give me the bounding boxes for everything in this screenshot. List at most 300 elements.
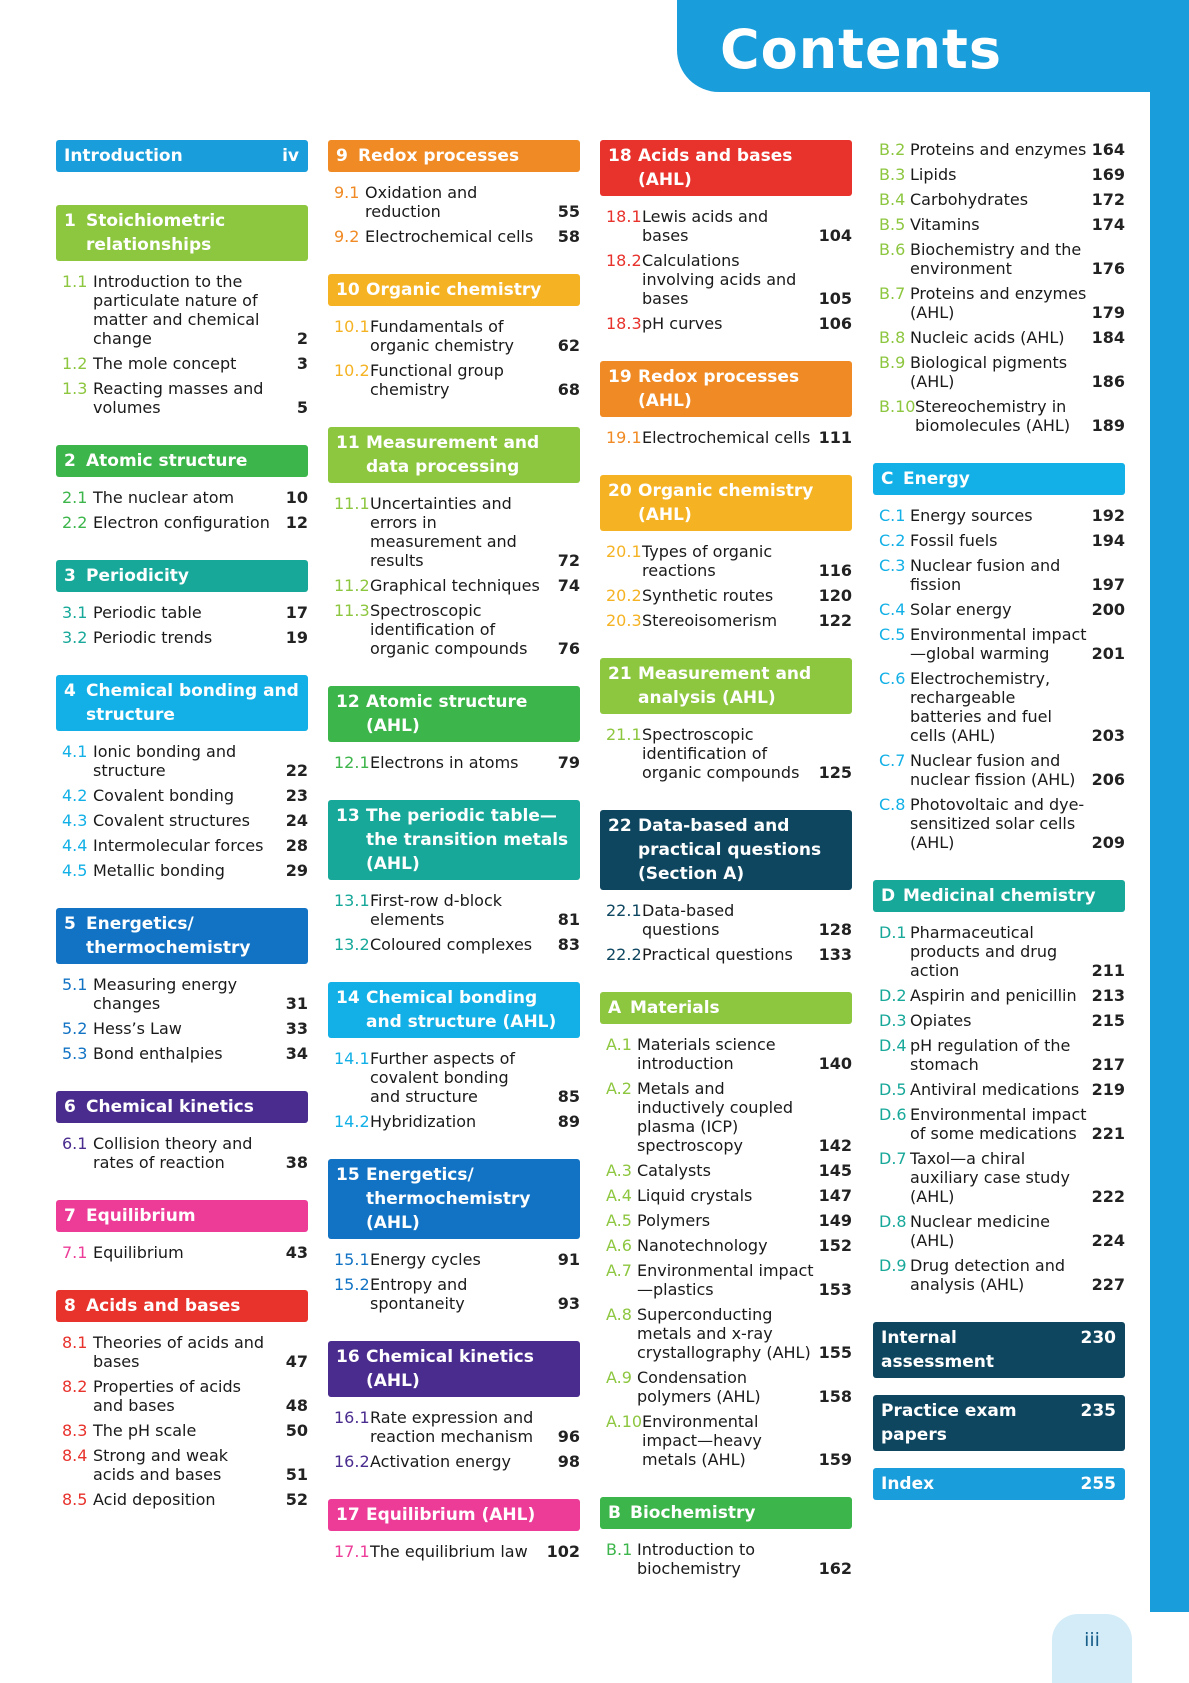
entry-title: Condensation polymers (AHL) bbox=[637, 1368, 761, 1406]
section-number: 3 bbox=[64, 566, 76, 586]
entry-number: C.8 bbox=[879, 795, 906, 814]
entry-number: 8.5 bbox=[62, 1490, 88, 1509]
section-title: Practice exam papers bbox=[881, 1401, 1017, 1445]
section-title: Medicinal chemistry bbox=[903, 886, 1096, 906]
entry-number: 1.1 bbox=[62, 272, 88, 291]
entry-number: A.3 bbox=[606, 1161, 632, 1180]
toc-section bbox=[328, 427, 580, 658]
section-gap bbox=[328, 1137, 580, 1159]
entry-number: A.9 bbox=[606, 1368, 632, 1387]
toc-entry bbox=[328, 227, 580, 246]
section-banner bbox=[56, 445, 308, 477]
toc-section bbox=[600, 810, 852, 964]
entry-title: Oxidation and reduction bbox=[365, 183, 478, 221]
entry-title: Nucleic acids (AHL) bbox=[910, 328, 1065, 347]
entry-number: B.4 bbox=[879, 190, 906, 209]
section-banner bbox=[328, 274, 580, 306]
entry-page: 51 bbox=[285, 1465, 308, 1484]
entry-number: 10.1 bbox=[334, 317, 370, 336]
entry-title: Ionic bonding and structure bbox=[93, 742, 237, 780]
entry-title: Fossil fuels bbox=[910, 531, 998, 550]
entry-title: Proteins and enzymes bbox=[910, 140, 1087, 159]
entry-number: 5.3 bbox=[62, 1044, 88, 1063]
toc-entry bbox=[873, 140, 1125, 159]
toc-entry bbox=[56, 603, 308, 622]
section-title: Organic chemistry bbox=[366, 280, 542, 300]
entry-title: pH regulation of the stomach bbox=[910, 1036, 1071, 1074]
toc-entry bbox=[600, 725, 852, 782]
entry-number: A.10 bbox=[606, 1412, 643, 1431]
entry-number: 4.2 bbox=[62, 786, 88, 805]
entry-number: 12.1 bbox=[334, 753, 370, 772]
section-title: Energetics/ thermochemistry bbox=[86, 914, 251, 958]
entry-title: Introduction to the particulate nature of matter and chemical change bbox=[93, 272, 260, 348]
entry-title: Metals and inductively coupled plasma (ICP) spectroscopy bbox=[637, 1079, 794, 1155]
toc-section bbox=[328, 1341, 580, 1471]
toc-entry bbox=[56, 488, 308, 507]
entry-page: 104 bbox=[818, 226, 852, 245]
entry-title: Carbohydrates bbox=[910, 190, 1029, 209]
entry-number: B.6 bbox=[879, 240, 906, 259]
section-number: 5 bbox=[64, 914, 76, 934]
entry-title: Electrochemical cells bbox=[642, 428, 811, 447]
entry-number: B.3 bbox=[879, 165, 906, 184]
toc-section bbox=[873, 140, 1125, 435]
section-banner bbox=[873, 880, 1125, 912]
toc-entry bbox=[56, 1490, 308, 1509]
entry-number: B.10 bbox=[879, 397, 916, 416]
page-number: iii bbox=[1084, 1629, 1100, 1651]
toc-entry bbox=[600, 1412, 852, 1469]
toc-entry bbox=[873, 923, 1125, 980]
section-number: 22 bbox=[608, 816, 632, 836]
entry-title: Environmental impact of some medications bbox=[910, 1105, 1087, 1143]
section-number: 1 bbox=[64, 211, 76, 231]
section-gap bbox=[328, 1319, 580, 1341]
entry-title: Uncertainties and errors in measurement and results bbox=[370, 494, 517, 570]
toc-section bbox=[328, 274, 580, 399]
toc-entry bbox=[873, 190, 1125, 209]
entry-title: The equilibrium law bbox=[370, 1542, 528, 1561]
entry-number: 8.4 bbox=[62, 1446, 88, 1465]
entry-page: 213 bbox=[1091, 986, 1125, 1005]
entry-page: 5 bbox=[296, 398, 308, 417]
entry-title: Liquid crystals bbox=[637, 1186, 753, 1205]
entry-title: Drug detection and analysis (AHL) bbox=[910, 1256, 1066, 1294]
toc-section bbox=[328, 1499, 580, 1561]
section-banner bbox=[328, 427, 580, 483]
section-number: D bbox=[881, 886, 896, 906]
entry-page: 68 bbox=[557, 380, 580, 399]
section-banner bbox=[328, 140, 580, 172]
side-color-strip bbox=[1150, 92, 1189, 1612]
entry-page: 43 bbox=[285, 1243, 308, 1262]
entry-title: Practical questions bbox=[642, 945, 793, 964]
entry-title: Antiviral medications bbox=[910, 1080, 1080, 1099]
toc-section bbox=[873, 1468, 1125, 1500]
entry-number: 7.1 bbox=[62, 1243, 88, 1262]
entry-number: 11.2 bbox=[334, 576, 370, 595]
entry-title: The mole concept bbox=[93, 354, 237, 373]
toc-entry bbox=[873, 397, 1125, 435]
toc-entry bbox=[873, 1212, 1125, 1250]
toc-section bbox=[600, 992, 852, 1469]
toc-entry bbox=[873, 986, 1125, 1005]
toc-section bbox=[328, 982, 580, 1131]
toc-entry bbox=[600, 1035, 852, 1073]
section-gap bbox=[600, 970, 852, 992]
section-banner bbox=[328, 1499, 580, 1531]
toc-section bbox=[56, 1290, 308, 1509]
toc-entry bbox=[328, 183, 580, 221]
section-banner bbox=[56, 908, 308, 964]
entry-number: A.5 bbox=[606, 1211, 632, 1230]
entry-page: 28 bbox=[285, 836, 308, 855]
entry-page: 2 bbox=[296, 329, 308, 348]
toc-entry bbox=[56, 1333, 308, 1371]
section-number: 16 bbox=[336, 1347, 360, 1367]
section-banner bbox=[56, 140, 308, 172]
entry-page: 201 bbox=[1091, 644, 1125, 663]
entry-title: Periodic trends bbox=[93, 628, 213, 647]
entry-title: Environmental impact—plastics bbox=[637, 1261, 814, 1299]
toc-entry bbox=[328, 1452, 580, 1471]
entry-page: 164 bbox=[1091, 140, 1125, 159]
entry-page: 31 bbox=[285, 994, 308, 1013]
section-gap bbox=[873, 1300, 1125, 1322]
entry-title: Intermolecular forces bbox=[93, 836, 264, 855]
section-gap bbox=[600, 788, 852, 810]
entry-title: Catalysts bbox=[637, 1161, 711, 1180]
toc-entry bbox=[600, 1186, 852, 1205]
toc-entry bbox=[56, 628, 308, 647]
toc-entry bbox=[328, 1542, 580, 1561]
toc-section bbox=[328, 140, 580, 246]
section-title: Chemical bonding and structure bbox=[86, 681, 299, 725]
toc-section bbox=[873, 463, 1125, 852]
entry-title: Properties of acids and bases bbox=[93, 1377, 241, 1415]
entry-number: 5.2 bbox=[62, 1019, 88, 1038]
toc-entry bbox=[873, 506, 1125, 525]
entry-page: 17 bbox=[285, 603, 308, 622]
entry-number: D.3 bbox=[879, 1011, 907, 1030]
section-gap bbox=[600, 453, 852, 475]
entry-number: B.7 bbox=[879, 284, 906, 303]
toc-section bbox=[600, 361, 852, 447]
section-title: Periodicity bbox=[86, 566, 189, 586]
entry-title: Calculations involving acids and bases bbox=[642, 251, 797, 308]
entry-number: 3.2 bbox=[62, 628, 88, 647]
section-banner bbox=[600, 992, 852, 1024]
toc-entry bbox=[600, 251, 852, 308]
entry-page: 29 bbox=[285, 861, 308, 880]
toc-column-4 bbox=[873, 140, 1125, 1511]
toc-section bbox=[56, 560, 308, 647]
toc-column-1 bbox=[56, 140, 308, 1515]
entry-title: Bond enthalpies bbox=[93, 1044, 223, 1063]
entry-page: 209 bbox=[1091, 833, 1125, 852]
entry-number: 15.1 bbox=[334, 1250, 370, 1269]
section-number: 19 bbox=[608, 367, 632, 387]
entry-page: 211 bbox=[1091, 961, 1125, 980]
toc-section bbox=[600, 140, 852, 333]
section-number: 6 bbox=[64, 1097, 76, 1117]
entry-number: 20.2 bbox=[606, 586, 642, 605]
entry-title: Periodic table bbox=[93, 603, 202, 622]
toc-entry bbox=[600, 1305, 852, 1362]
section-number: 15 bbox=[336, 1165, 360, 1185]
entry-number: 11.1 bbox=[334, 494, 370, 513]
entry-page: 142 bbox=[818, 1136, 852, 1155]
entry-title: Taxol—a chiral auxiliary case study (AHL) bbox=[910, 1149, 1070, 1206]
section-gap bbox=[328, 1477, 580, 1499]
section-gap bbox=[56, 653, 308, 675]
section-gap bbox=[56, 1268, 308, 1290]
section-title: Materials bbox=[630, 998, 720, 1018]
entry-page: 158 bbox=[818, 1387, 852, 1406]
section-title: Chemical kinetics bbox=[86, 1097, 254, 1117]
entry-number: 11.3 bbox=[334, 601, 370, 620]
entry-page: 153 bbox=[818, 1280, 852, 1299]
toc-section bbox=[328, 686, 580, 772]
entry-title: Activation energy bbox=[370, 1452, 511, 1471]
section-number: 11 bbox=[336, 433, 360, 453]
entry-number: 3.1 bbox=[62, 603, 88, 622]
entry-page: 147 bbox=[818, 1186, 852, 1205]
section-gap bbox=[56, 1069, 308, 1091]
section-page: iv bbox=[282, 146, 299, 166]
entry-number: 22.1 bbox=[606, 901, 642, 920]
toc-entry bbox=[328, 935, 580, 954]
section-gap bbox=[56, 423, 308, 445]
entry-number: 5.1 bbox=[62, 975, 88, 994]
section-banner bbox=[328, 800, 580, 880]
toc-entry bbox=[56, 1421, 308, 1440]
toc-entry bbox=[328, 1049, 580, 1106]
entry-number: B.1 bbox=[606, 1540, 633, 1559]
entry-title: Strong and weak acids and bases bbox=[93, 1446, 229, 1484]
section-number: 13 bbox=[336, 806, 360, 826]
entry-number: B.9 bbox=[879, 353, 906, 372]
entry-page: 83 bbox=[557, 935, 580, 954]
toc-entry bbox=[873, 1105, 1125, 1143]
entry-page: 155 bbox=[818, 1343, 852, 1362]
entry-page: 172 bbox=[1091, 190, 1125, 209]
entry-page: 55 bbox=[557, 202, 580, 221]
entry-page: 58 bbox=[557, 227, 580, 246]
entry-title: Environmental impact—global warming bbox=[910, 625, 1087, 663]
toc-entry bbox=[873, 600, 1125, 619]
toc-entry bbox=[873, 669, 1125, 745]
section-title: Data-based and practical questions (Section A) bbox=[638, 816, 822, 884]
toc-entry bbox=[56, 786, 308, 805]
toc-entry bbox=[600, 611, 852, 630]
entry-title: Materials science introduction bbox=[637, 1035, 776, 1073]
toc-entry bbox=[600, 1236, 852, 1255]
section-banner bbox=[56, 560, 308, 592]
entry-page: 10 bbox=[285, 488, 308, 507]
entry-page: 62 bbox=[557, 336, 580, 355]
toc-entry bbox=[600, 428, 852, 447]
toc-entry bbox=[873, 1080, 1125, 1099]
section-title: Acids and bases (AHL) bbox=[638, 146, 793, 190]
entry-title: Collision theory and rates of reaction bbox=[93, 1134, 253, 1172]
toc-entry bbox=[56, 861, 308, 880]
entry-number: D.6 bbox=[879, 1105, 907, 1124]
toc-entry bbox=[328, 1275, 580, 1313]
entry-title: Metallic bonding bbox=[93, 861, 225, 880]
toc-entry bbox=[328, 601, 580, 658]
entry-title: Superconducting metals and x-ray crystallography (AHL) bbox=[637, 1305, 811, 1362]
entry-number: 16.1 bbox=[334, 1408, 370, 1427]
entry-number: 10.2 bbox=[334, 361, 370, 380]
toc-entry bbox=[600, 1368, 852, 1406]
section-banner bbox=[600, 361, 852, 417]
toc-entry bbox=[328, 1250, 580, 1269]
entry-title: pH curves bbox=[642, 314, 723, 333]
entry-page: 152 bbox=[818, 1236, 852, 1255]
entry-page: 93 bbox=[557, 1294, 580, 1313]
entry-number: D.7 bbox=[879, 1149, 907, 1168]
section-banner bbox=[56, 1290, 308, 1322]
entry-page: 128 bbox=[818, 920, 852, 939]
entry-number: A.4 bbox=[606, 1186, 632, 1205]
toc-entry bbox=[600, 1540, 852, 1578]
section-page: 235 bbox=[1080, 1401, 1116, 1421]
section-title: Internal assessment bbox=[881, 1328, 994, 1372]
entry-page: 194 bbox=[1091, 531, 1125, 550]
section-banner bbox=[873, 1395, 1125, 1451]
section-number: 8 bbox=[64, 1296, 76, 1316]
entry-page: 102 bbox=[546, 1542, 580, 1561]
section-page: 255 bbox=[1080, 1474, 1116, 1494]
entry-number: 1.3 bbox=[62, 379, 88, 398]
entry-page: 76 bbox=[557, 639, 580, 658]
entry-page: 89 bbox=[557, 1112, 580, 1131]
entry-title: The pH scale bbox=[93, 1421, 197, 1440]
entry-number: A.1 bbox=[606, 1035, 632, 1054]
entry-number: 4.5 bbox=[62, 861, 88, 880]
section-title: Biochemistry bbox=[630, 1503, 756, 1523]
toc-entry bbox=[600, 1161, 852, 1180]
toc-section bbox=[328, 800, 580, 954]
entry-number: C.1 bbox=[879, 506, 906, 525]
entry-number: A.2 bbox=[606, 1079, 632, 1098]
toc-section bbox=[56, 1200, 308, 1262]
toc-entry bbox=[600, 901, 852, 939]
entry-title: Hybridization bbox=[370, 1112, 477, 1131]
entry-title: Nuclear fusion and fission bbox=[910, 556, 1061, 594]
entry-page: 145 bbox=[818, 1161, 852, 1180]
section-title: Acids and bases bbox=[86, 1296, 241, 1316]
entry-title: Nanotechnology bbox=[637, 1236, 768, 1255]
entry-title: Stereochemistry in biomolecules (AHL) bbox=[915, 397, 1071, 435]
toc-entry bbox=[873, 751, 1125, 789]
entry-number: 13.2 bbox=[334, 935, 370, 954]
entry-page: 162 bbox=[818, 1559, 852, 1578]
entry-page: 23 bbox=[285, 786, 308, 805]
section-gap bbox=[328, 664, 580, 686]
entry-page: 47 bbox=[285, 1352, 308, 1371]
toc-entry bbox=[56, 272, 308, 348]
toc-entry bbox=[873, 1011, 1125, 1030]
entry-page: 221 bbox=[1091, 1124, 1125, 1143]
toc-entry bbox=[328, 576, 580, 595]
toc-entry bbox=[600, 207, 852, 245]
entry-title: Electrochemistry, rechargeable batteries and fuel cells (AHL) bbox=[910, 669, 1052, 745]
entry-page: 38 bbox=[285, 1153, 308, 1172]
section-title: Redox processes bbox=[358, 146, 520, 166]
entry-page: 98 bbox=[557, 1452, 580, 1471]
toc-entry bbox=[600, 542, 852, 580]
entry-title: Electron configuration bbox=[93, 513, 270, 532]
toc-entry bbox=[56, 354, 308, 373]
entry-title: Equilibrium bbox=[93, 1243, 184, 1262]
entry-number: 8.1 bbox=[62, 1333, 88, 1352]
section-gap bbox=[328, 960, 580, 982]
toc-column-3 bbox=[600, 140, 852, 1584]
section-gap bbox=[56, 1178, 308, 1200]
entry-title: Graphical techniques bbox=[370, 576, 540, 595]
toc-section bbox=[600, 475, 852, 630]
toc-entry bbox=[328, 317, 580, 355]
section-number: 17 bbox=[336, 1505, 360, 1525]
entry-title: Electrons in atoms bbox=[370, 753, 519, 772]
entry-page: 222 bbox=[1091, 1187, 1125, 1206]
toc-entry bbox=[873, 1036, 1125, 1074]
toc-entry bbox=[56, 1243, 308, 1262]
toc-entry bbox=[600, 945, 852, 964]
section-number: 21 bbox=[608, 664, 632, 684]
section-number: 18 bbox=[608, 146, 632, 166]
entry-page: 12 bbox=[285, 513, 308, 532]
section-title: Atomic structure (AHL) bbox=[366, 692, 528, 736]
entry-title: Synthetic routes bbox=[642, 586, 774, 605]
entry-title: Coloured complexes bbox=[370, 935, 533, 954]
toc-section bbox=[328, 1159, 580, 1313]
toc-section bbox=[600, 1497, 852, 1578]
toc-entry bbox=[873, 795, 1125, 852]
entry-page: 52 bbox=[285, 1490, 308, 1509]
toc-entry bbox=[328, 494, 580, 570]
entry-page: 203 bbox=[1091, 726, 1125, 745]
section-banner bbox=[56, 1200, 308, 1232]
toc-entry bbox=[873, 353, 1125, 391]
section-gap bbox=[873, 441, 1125, 463]
entry-title: Spectroscopic identification of organic compounds bbox=[642, 725, 800, 782]
section-title: Equilibrium (AHL) bbox=[366, 1505, 536, 1525]
entry-title: Lewis acids and bases bbox=[642, 207, 769, 245]
entry-number: 16.2 bbox=[334, 1452, 370, 1471]
entry-number: 18.1 bbox=[606, 207, 642, 226]
toc-section bbox=[873, 880, 1125, 1294]
section-banner bbox=[600, 810, 852, 890]
section-title: Organic chemistry (AHL) bbox=[638, 481, 814, 525]
entry-title: Biological pigments (AHL) bbox=[910, 353, 1068, 391]
toc-entry bbox=[56, 1019, 308, 1038]
entry-number: 19.1 bbox=[606, 428, 642, 447]
toc-entry bbox=[873, 556, 1125, 594]
entry-title: Photovoltaic and dye-sensitized solar cells (AHL) bbox=[910, 795, 1085, 852]
entry-title: Electrochemical cells bbox=[365, 227, 534, 246]
entry-title: Solar energy bbox=[910, 600, 1012, 619]
toc-section bbox=[873, 1395, 1125, 1451]
entry-number: A.7 bbox=[606, 1261, 632, 1280]
section-title: Introduction bbox=[64, 146, 183, 166]
section-banner bbox=[873, 1322, 1125, 1378]
entry-page: 91 bbox=[557, 1250, 580, 1269]
entry-page: 179 bbox=[1091, 303, 1125, 322]
